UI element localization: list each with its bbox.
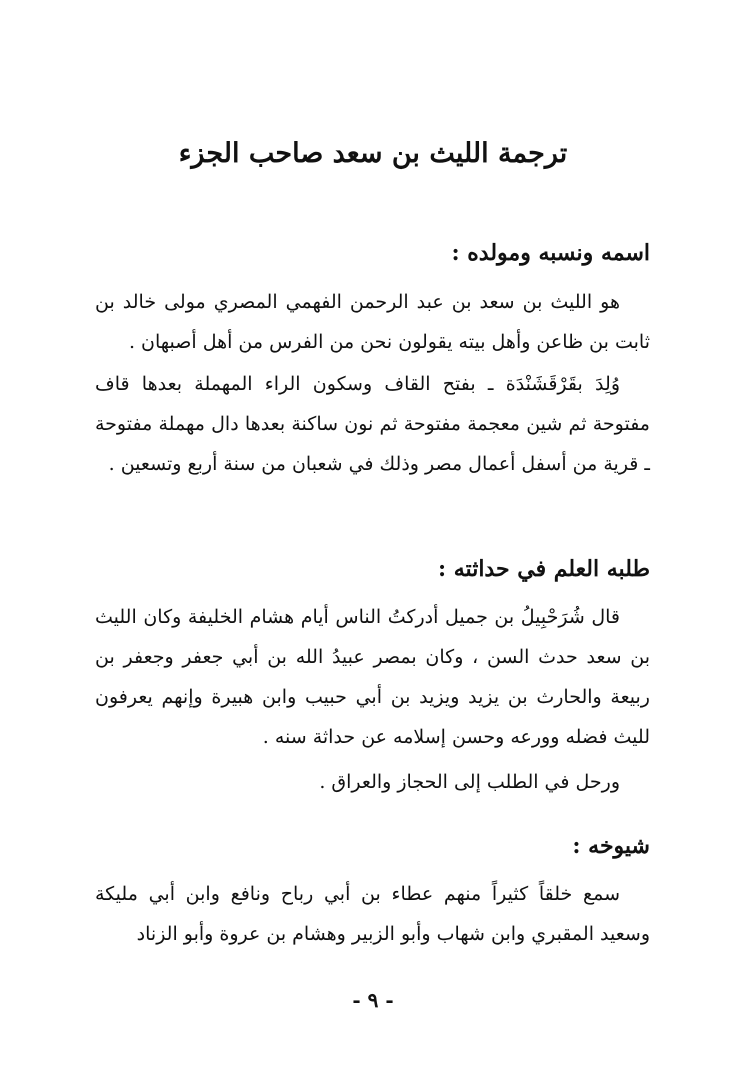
paragraph-teachers: سمع خلقاً كثيراً منهم عطاء بن أبي رباح ونافع وابن أبي مليكة وسعيد المقبري وابن شهاب وأبو الزبير وهشام بن عروة وأبو الزناد — [95, 883, 650, 945]
paragraph-birth: وُلِدَ بقَرْقَشَنْدَة ـ بفتح القاف وسكون الراء المهملة بعدها قاف مفتوحة ثم شين معجمة مفتوحة ثم نون ساكنة بعدها دال مهملة مفتوحة ـ قرية من أسفل أعمال مصر وذلك في شعبان من سنة أربع وتسعين . — [95, 373, 650, 475]
section-heading-name-lineage: اسمه ونسبه ومولده : — [451, 240, 650, 266]
paragraph-name-lineage: هو الليث بن سعد بن عبد الرحمن الفهمي المصري مولى خالد بن ثابت بن ظاعن وأهل بيته يقولون نحن من الفرس من أهل أصبهان . — [95, 291, 650, 353]
paragraph-early-study: قال شُرَحْبِيلُ بن جميل أدركتُ الناس أيام هشام الخليفة وكان الليث بن سعد حدث السن ، وكان بمصر عبيدُ الله بن أبي جعفر وجعفر بن ربيعة والحارث بن يزيد ويزيد بن أبي حبيب وابن هبيرة وإنهم يعرفون لليث فضله وورعه وحسن إسلامه عن حداثة سنه . — [95, 606, 650, 748]
section-heading-teachers: شيوخه : — [572, 833, 650, 859]
section-heading-early-study: طلبه العلم في حداثته : — [437, 556, 650, 582]
page-title: ترجمة الليث بن سعد صاحب الجزء — [178, 138, 568, 169]
page-number: - ٩ - — [352, 988, 394, 1012]
paragraph-travel: ورحل في الطلب إلى الحجاز والعراق . — [319, 771, 620, 793]
